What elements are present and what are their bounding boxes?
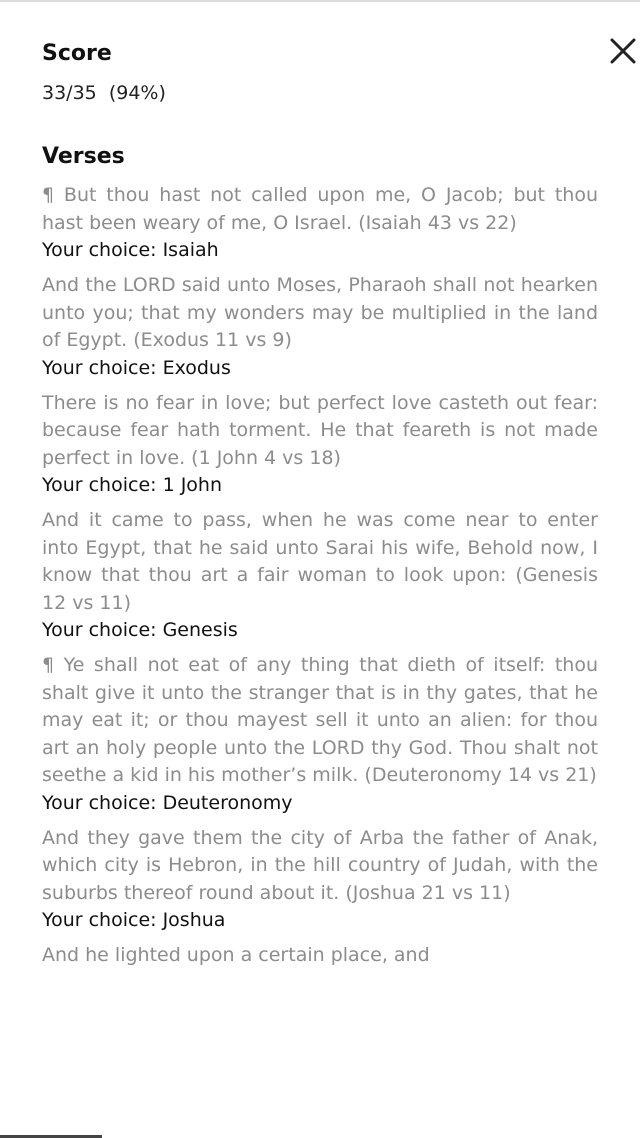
verse-text: ¶ Ye shall not eat of any thing that dieth of itself: thou shalt give it unto the stranger that is in thy gates, that he may eat it; or thou mayest sell it unto an alien: for thou art an holy people unto the LORD thy God. Thou shalt not seethe a kid in his mother’s milk. (Deuteronomy 14 vs 21) bbox=[42, 654, 598, 786]
verse-choice: Your choice: Deuteronomy bbox=[42, 791, 293, 814]
results-panel bbox=[42, 0, 598, 1138]
score-value: 33/35 (94%) bbox=[42, 82, 166, 104]
verse-item bbox=[42, 390, 598, 500]
close-button[interactable] bbox=[608, 36, 638, 66]
verse-text: There is no fear in love; but perfect love casteth out fear: because fear hath torment. He that feareth is not made perfect in love. (1 John 4 vs 18) bbox=[42, 391, 598, 469]
close-icon bbox=[608, 36, 638, 66]
verse-text: And the LORD said unto Moses, Pharaoh shall not hearken unto you; that my wonders may be multiplied in the land of Egypt. (Exodus 11 vs 9) bbox=[42, 274, 598, 351]
verse-list bbox=[42, 182, 598, 978]
verse-choice: Your choice: Joshua bbox=[42, 909, 226, 931]
verse-item bbox=[42, 272, 598, 382]
verse-choice: Your choice: 1 John bbox=[42, 474, 223, 496]
verse-item bbox=[42, 942, 598, 970]
verse-text: And they gave them the city of Arba the father of Anak, which city is Hebron, in the hill country of Judah, with the suburbs thereof round about it. (Joshua 21 vs 11) bbox=[42, 826, 598, 904]
score-title: Score bbox=[42, 41, 112, 66]
verse-item bbox=[42, 507, 598, 644]
verse-item bbox=[42, 652, 598, 817]
verse-choice: Your choice: Genesis bbox=[42, 619, 238, 641]
verse-choice: Your choice: Exodus bbox=[42, 356, 231, 379]
verse-text: And it came to pass, when he was come near to enter into Egypt, that he said unto Sarai his wife, Behold now, I know that thou art a fair woman to look upon: (Genesis 12 vs 11) bbox=[42, 509, 598, 614]
verse-text: And he lighted upon a certain place, and bbox=[42, 944, 430, 966]
verse-choice: Your choice: Isaiah bbox=[42, 239, 219, 261]
verses-title: Verses bbox=[42, 144, 125, 169]
verse-text: ¶ But thou hast not called upon me, O Jacob; but thou hast been weary of me, O Israel. (Isaiah 43 vs 22) bbox=[42, 184, 598, 234]
verse-item bbox=[42, 825, 598, 935]
verse-item bbox=[42, 182, 598, 264]
